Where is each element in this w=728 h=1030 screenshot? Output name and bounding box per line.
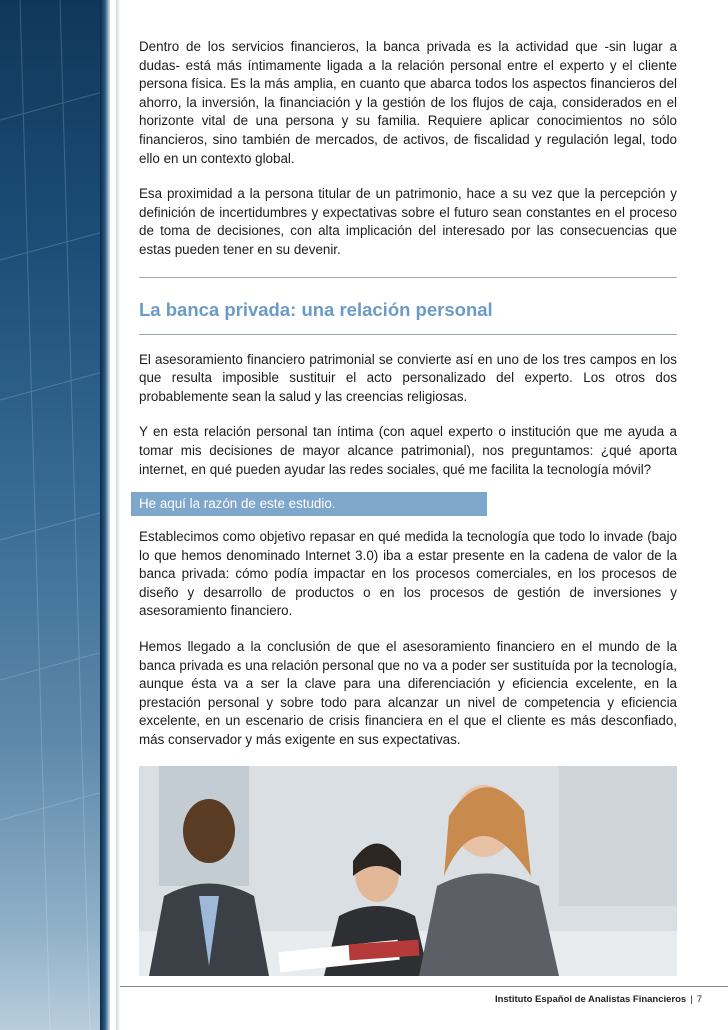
paragraph-objective: Establecimos como objetivo repasar en qué medida la tecnología que todo lo invade (bajo lo que hemos denominado Internet 3.0) iba a estar presente en la cadena de valor de la banca privada: cómo podía impactar en los procesos comerciales, en los procesos de diseño y desarrollo de productos o en los procesos de gestión de inversiones y asesoramiento financiero. xyxy=(139,529,677,619)
footer-institution: Instituto Español de Analistas Financieros xyxy=(494,994,687,1005)
footer-divider xyxy=(120,986,728,987)
paragraph-advice: El asesoramiento financiero patrimonial se convierte así en uno de los tres campos en los que resulta imposible sustituir el acto personalizado del experto. Los otros dos probablemente sean la salud y las creencias religiosas. xyxy=(139,351,677,404)
footer-separator: | xyxy=(690,994,693,1005)
sidebar-grid-pattern xyxy=(0,0,110,1030)
divider xyxy=(139,334,677,335)
paragraph-proximity: Esa proximidad a la persona titular de un patrimonio, hace a su vez que la percepción y definición de incertidumbres y expectativas sobre el futuro sean constantes en el proceso de toma de decisiones, con alta implicación del interesado por las consecuencias que estas pueden tener en su devenir. xyxy=(139,186,677,257)
business-meeting-photo xyxy=(139,766,677,976)
divider xyxy=(139,277,677,278)
article-body xyxy=(139,38,677,767)
page-number: 7 xyxy=(696,994,702,1005)
sidebar-fold xyxy=(100,0,110,1030)
paragraph-question: Y en esta relación personal tan íntima (con aquel experto o institución que me ayuda a tomar mis decisiones de mayor alcance patrimonial), nos preguntamos: ¿qué aporta internet, en qué pueden ayudar las redes sociales, qué me facilita la tecnología móvil? xyxy=(139,424,677,477)
callout-highlight: He aquí la razón de este estudio. xyxy=(131,492,487,516)
paragraph-intro: Dentro de los servicios financieros, la banca privada es la actividad que -sin lugar a dudas- está más íntimamente ligada a la relación personal entre el experto y el cliente persona física. Es la más amplia, en cuanto que abarca todos los aspectos financieros del ahorro, la inversión, la financiación y la gestión de los flujos de caja, considerados en el horizonte vital de una persona y su familia. Requiere aplicar conocimientos no sólo financieros, sino también de mercados, de activos, de fiscalidad y regulación legal, todo ello en un contexto global. xyxy=(139,39,677,166)
decorative-sidebar xyxy=(0,0,110,1030)
section-heading: La banca privada: una relación personal xyxy=(139,298,493,320)
page-footer xyxy=(495,994,702,1005)
photo-illustration xyxy=(139,766,677,976)
paragraph-conclusion: Hemos llegado a la conclusión de que el asesoramiento financiero en el mundo de la banca privada es una relación personal que no va a poder ser sustituída por la tecnología, aunque ésta va a ser la clave para una diferenciación y eficiencia excelente, en la prestación personal y sobre todo para alcanzar un nivel de competencia y eficiencia excelente, en un escenario de crisis financiera en el que el cliente es más desconfiado, más conservador y más exigente en sus expectativas. xyxy=(139,639,677,748)
